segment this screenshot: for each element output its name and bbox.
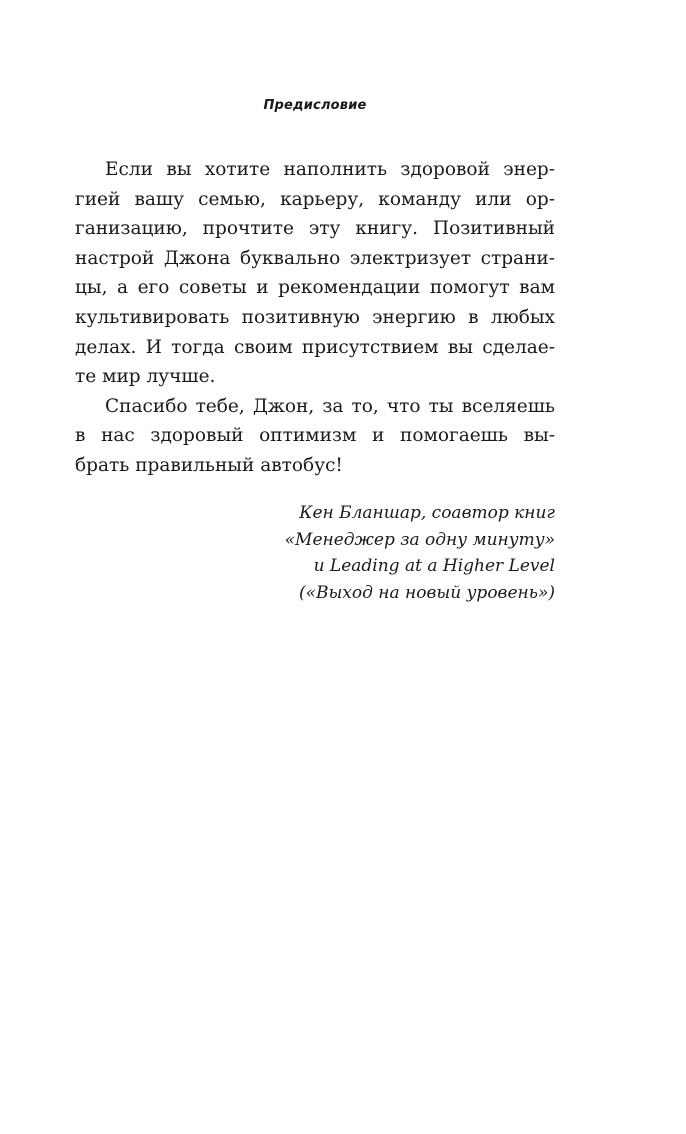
text-line: делах. И тогда своим присутствием вы сделае- (75, 336, 555, 358)
paragraph-2 (75, 392, 555, 481)
text-line: культивировать позитивную энергию в любых (75, 306, 555, 328)
attribution-line: Кен Бланшар, соавтор книг (299, 503, 555, 523)
text-line: Если вы хотите наполнить здоровой энер- (105, 159, 555, 180)
paragraph-1 (75, 155, 555, 392)
attribution (285, 500, 555, 606)
attribution-line: («Выход на новый уровень») (298, 582, 555, 603)
attribution-line: «Менеджер за одну минуту» (284, 529, 555, 550)
text-line: в нас здоровый оптимизм и помогаешь вы- (75, 425, 555, 447)
body-text (75, 155, 555, 481)
text-line: гией вашу семью, карьеру, команду или ор- (75, 188, 555, 210)
attribution-line: и Leading at a Higher Level (313, 556, 555, 576)
text-line: Спасибо тебе, Джон, за то, что ты вселяешь (105, 395, 555, 417)
running-head: Предисловие (263, 98, 367, 113)
text-line: цы, а его советы и рекомендации помогут вам (75, 277, 555, 299)
text-line: те мир лучше. (75, 366, 216, 388)
text-line: брать правильный автобус! (75, 454, 343, 476)
text-line: настрой Джона буквально электризует страни- (75, 247, 555, 269)
text-line: ганизацию, прочтите эту книгу. Позитивный (75, 218, 555, 240)
